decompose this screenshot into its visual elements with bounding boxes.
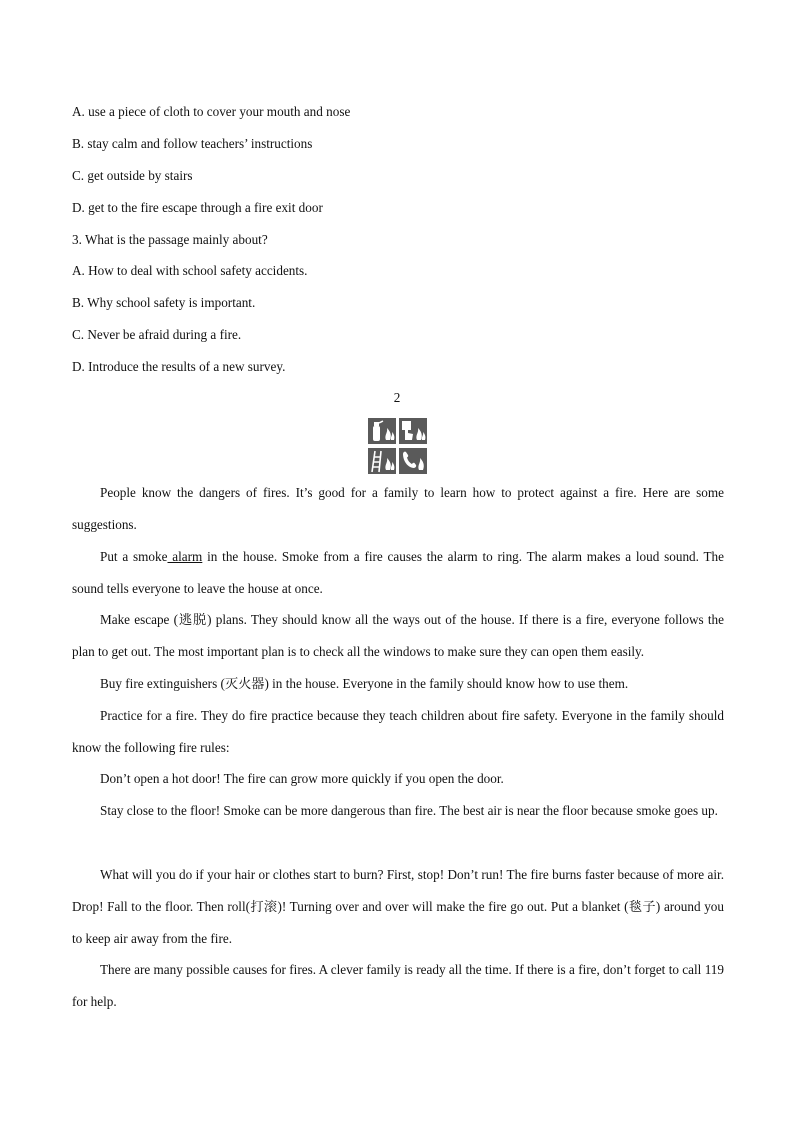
option-3b: B. Why school safety is important. [72,295,256,310]
fire-safety-icons [368,418,428,474]
paragraph-2 [72,541,724,605]
option-2a: A. use a piece of cloth to cover your mouth and nose [72,104,351,119]
paragraph-9: There are many possible causes for fires. A clever family is ready all the time. If there is a fire, don’t forget to call 119 for help. [72,962,724,1009]
option-2c: C. get outside by stairs [72,168,193,183]
paragraph-2-rest: in the house. Smoke from a fire causes the alarm to ring. The alarm makes a loud sound. The sound tells everyone to leave the house at once. [72,549,724,596]
fire-alarm-button-icon [399,418,427,444]
paragraph-5: Practice for a fire. They do fire practice because they teach children about fire safety. Everyone in the family should know the following fire rules: [72,708,724,755]
section-number: 2 [393,390,401,405]
paragraph-7: Stay close to the floor! Smoke can be more dangerous than fire. The best air is near the floor because smoke goes up. [100,803,718,818]
option-3a: A. How to deal with school safety accidents. [72,263,308,278]
fire-telephone-icon [399,448,427,474]
option-2d: D. get to the fire escape through a fire exit door [72,200,323,215]
paragraph-2-start: Put a smoke [100,549,168,564]
underlined-word-alarm: alarm [167,549,203,564]
paragraph-1: People know the dangers of fires. It’s good for a family to learn how to protect against a fire. Here are some suggestions. [72,485,724,532]
fire-extinguisher-icon [368,418,396,444]
option-3d: D. Introduce the results of a new survey. [72,359,286,374]
option-2b: B. stay calm and follow teachers’ instructions [72,136,313,151]
question-3-stem: 3. What is the passage mainly about? [72,232,268,247]
fire-ladder-icon [368,448,396,474]
paragraph-3: Make escape (逃脱) plans. They should know all the ways out of the house. If there is a fire, everyone follows the plan to get out. The most important plan is to check all the windows to make sure they can open them easily. [72,612,724,659]
paragraph-6: Don’t open a hot door! The fire can grow more quickly if you open the door. [100,771,504,786]
paragraph-8: What will you do if your hair or clothes start to burn? First, stop! Don’t run! The fire burns faster because of more air. Drop! Fall to the floor. Then roll(打滚)! Turning over and over will make the fire go out. Put a blanket (毯子) around you to keep air away from the fire. [72,867,724,946]
option-3c: C. Never be afraid during a fire. [72,327,242,342]
paragraph-4: Buy fire extinguishers (灭火器) in the house. Everyone in the family should know how to use them. [100,676,629,691]
